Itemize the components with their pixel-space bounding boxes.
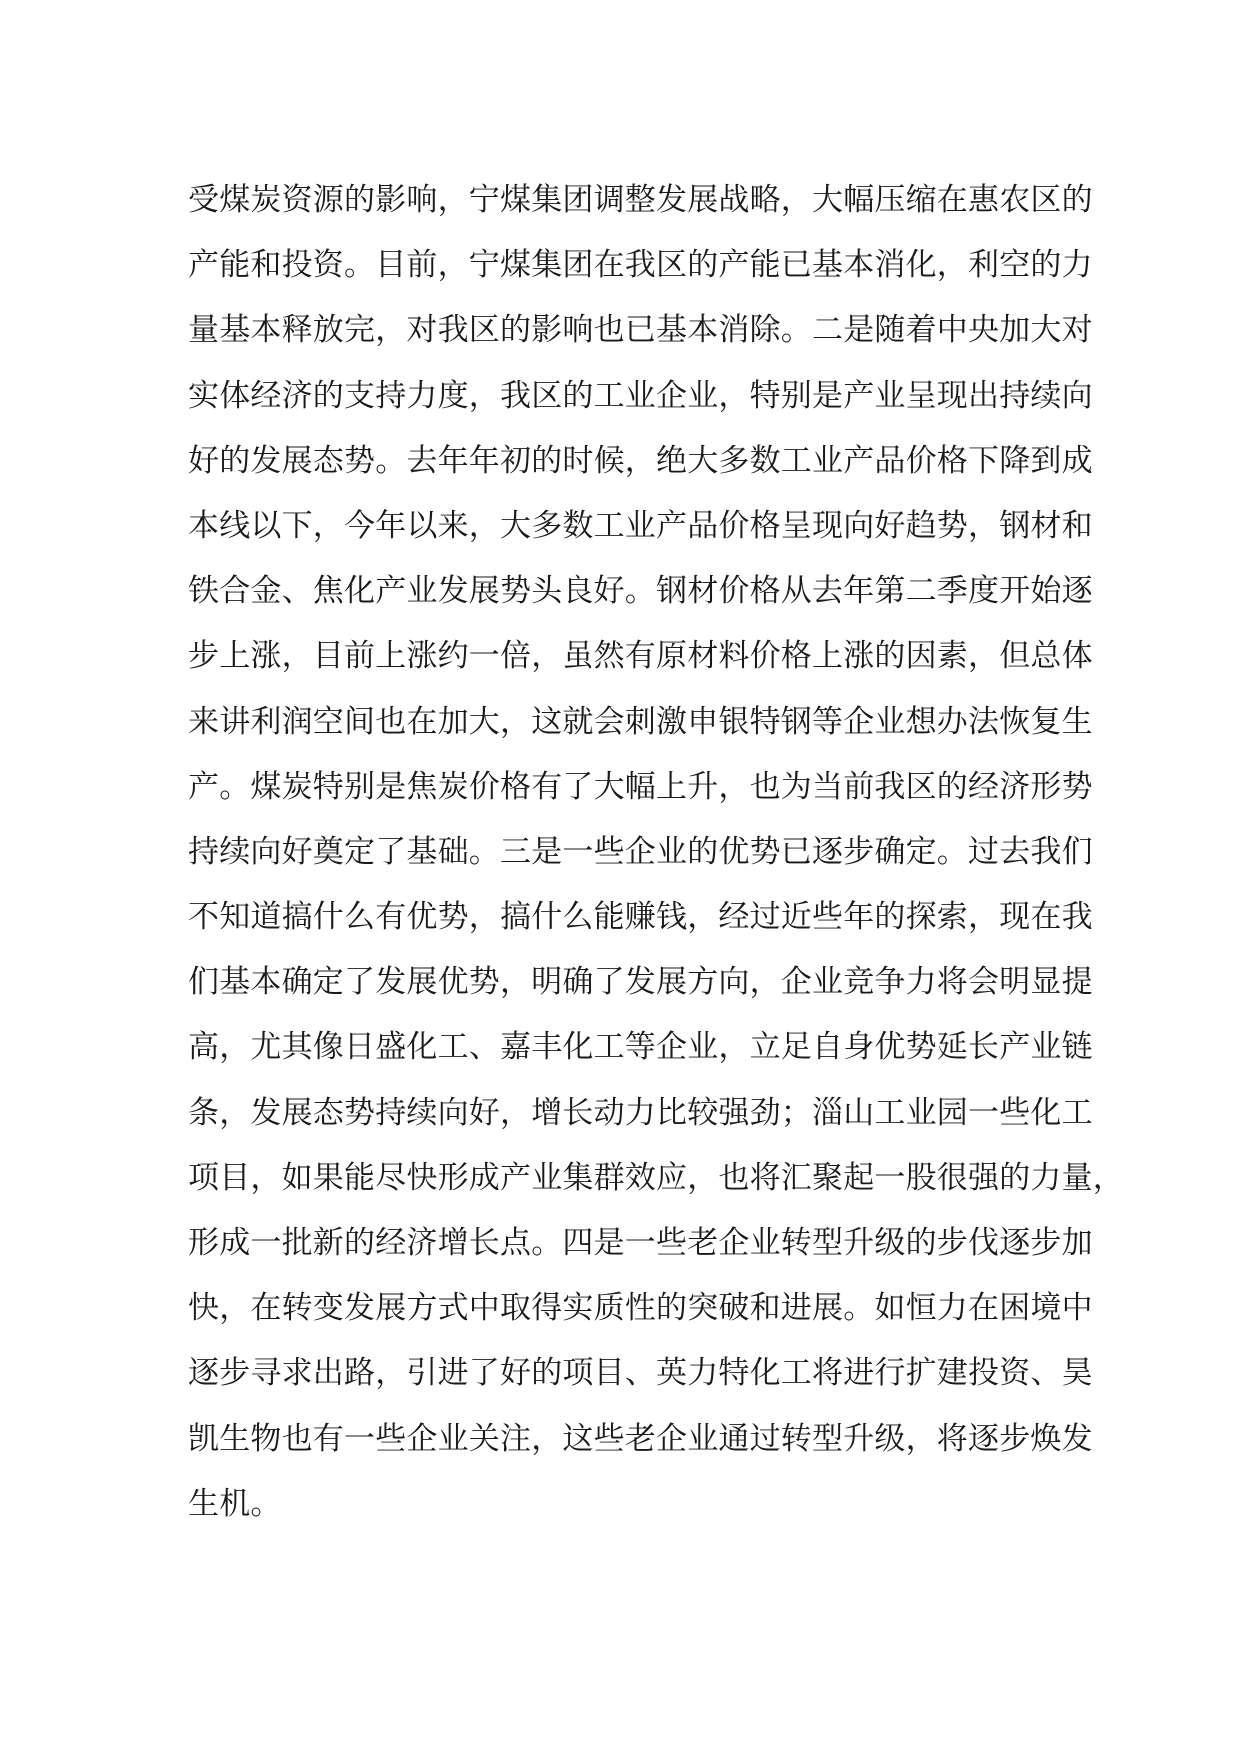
paragraph-line: 实体经济的支持力度，我区的工业企业，特别是产业呈现出持续向 <box>188 377 1093 414</box>
paragraph-line: 不知道搞什么有优势，搞什么能赚钱，经过近些年的探索，现在我 <box>188 899 1093 936</box>
paragraph-line: 步上涨，目前上涨约一倍，虽然有原材料价格上涨的因素，但总体 <box>188 638 1093 675</box>
paragraph-line: 凯生物也有一些企业关注，这些老企业通过转型升级，将逐步焕发 <box>188 1420 1093 1457</box>
paragraph-line: 生机。 <box>188 1485 282 1522</box>
paragraph-line: 们基本确定了发展优势，明确了发展方向，企业竞争力将会明显提 <box>188 964 1093 1001</box>
paragraph-line: 条，发展态势持续向好，增长动力比较强劲；淄山工业园一些化工 <box>188 1094 1093 1131</box>
paragraph-line: 逐步寻求出路，引进了好的项目、英力特化工将进行扩建投资、昊 <box>188 1355 1093 1392</box>
paragraph-line: 好的发展态势。去年年初的时候，绝大多数工业产品价格下降到成 <box>188 442 1093 479</box>
paragraph-line: 产能和投资。目前，宁煤集团在我区的产能已基本消化，利空的力 <box>188 247 1093 284</box>
paragraph-line: 铁合金、焦化产业发展势头良好。钢材价格从去年第二季度开始逐 <box>188 573 1093 610</box>
paragraph-line: 项目，如果能尽快形成产业集群效应，也将汇聚起一股很强的力量， <box>188 1159 1124 1196</box>
paragraph-line: 形成一批新的经济增长点。四是一些老企业转型升级的步伐逐步加 <box>188 1225 1093 1261</box>
paragraph-line: 本线以下，今年以来，大多数工业产品价格呈现向好趋势，钢材和 <box>188 507 1093 544</box>
body-paragraph <box>188 168 1124 1537</box>
paragraph-line: 受煤炭资源的影响，宁煤集团调整发展战略，大幅压缩在惠农区的 <box>188 182 1093 218</box>
paragraph-line: 高，尤其像日盛化工、嘉丰化工等企业，立足自身优势延长产业链 <box>188 1029 1093 1066</box>
paragraph-line: 量基本释放完，对我区的影响也已基本消除。二是随着中央加大对 <box>188 312 1093 349</box>
paragraph-line: 持续向好奠定了基础。三是一些企业的优势已逐步确定。过去我们 <box>188 833 1093 870</box>
paragraph-line: 来讲利润空间也在加大，这就会刺激申银特钢等企业想办法恢复生 <box>188 703 1093 740</box>
paragraph-line: 产。煤炭特别是焦炭价格有了大幅上升，也为当前我区的经济形势 <box>188 768 1093 805</box>
paragraph-line: 快，在转变发展方式中取得实质性的突破和进展。如恒力在困境中 <box>188 1290 1093 1327</box>
